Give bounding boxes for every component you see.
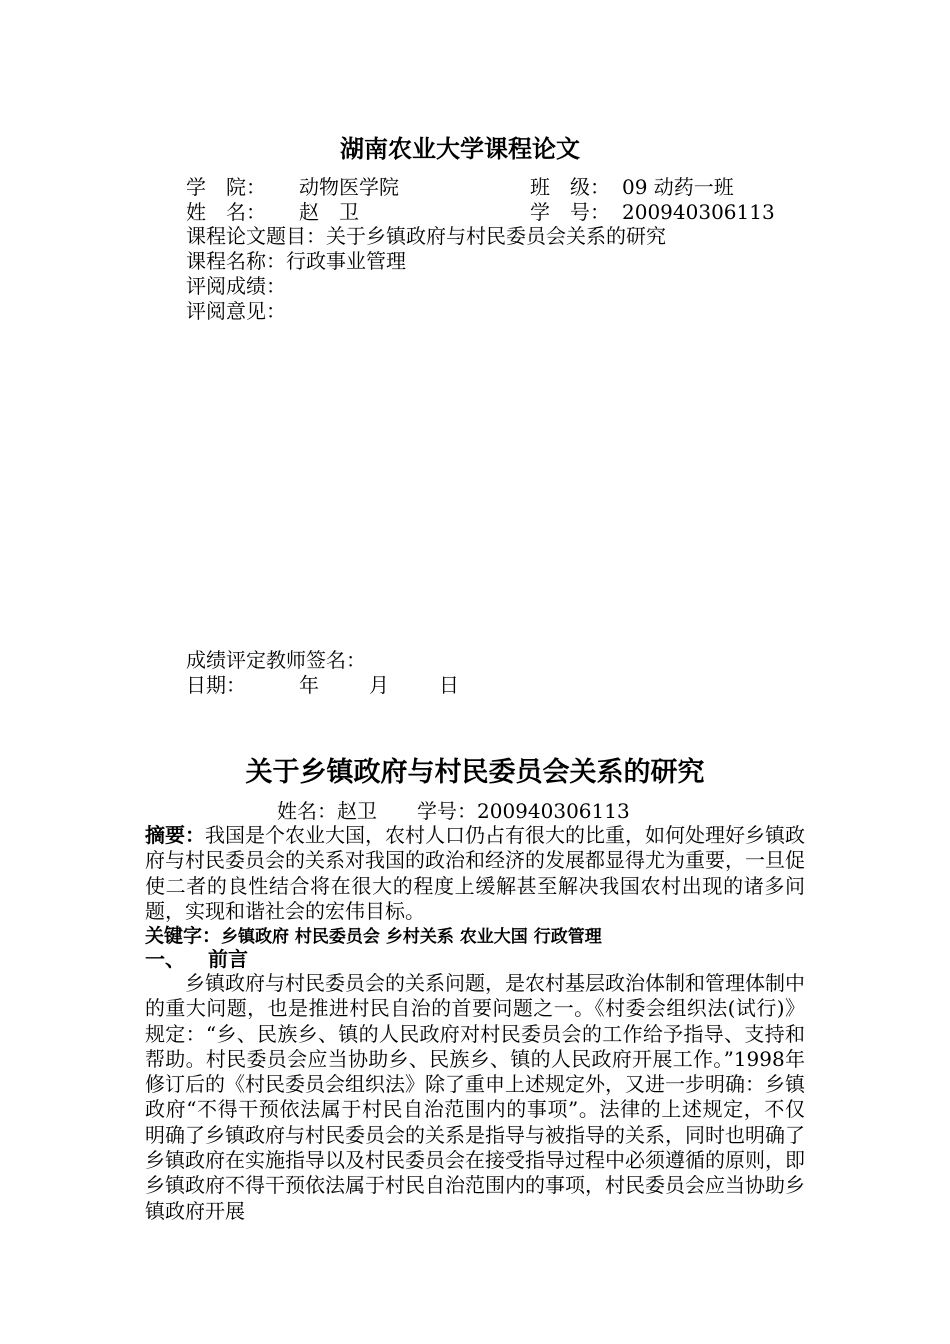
college-label: 学 院： [186, 175, 266, 199]
topic-label: 课程论文题目： [186, 224, 326, 248]
student-id-value: 200940306113 [622, 200, 775, 224]
college-value: 动物医学院 [299, 175, 399, 199]
teacher-sign-label: 成绩评定教师签名： [186, 648, 366, 672]
class-label: 班 级： [530, 175, 610, 199]
course-value: 行政事业管理 [286, 249, 406, 273]
class-value: 09 动药一班 [622, 175, 734, 199]
section-heading [145, 947, 248, 972]
keywords-label: 关键字： [145, 925, 222, 947]
course-label: 课程名称： [186, 249, 286, 273]
topic-value: 关于乡镇政府与村民委员会关系的研究 [326, 224, 666, 248]
section-paragraph: 乡镇政府与村民委员会的关系问题，是农村基层政治体制和管理体制中的重大问题，也是推进村民自治的首要问题之一。《村委会组织法(试行)》规定：“乡、民族乡、镇的人民政府对村民委员会的工作给予指导、支持和帮助。村民委员会应当协助乡、民族乡、镇的人民政府开展工作。”1998年修订后的《村民委员会组织法》除了重申上述规定外，又进一步明确：乡镇政府“不得干预依法属于村民自治范围内的事项”。法律的上述规定，不仅明确了乡镇政府与村民委员会的关系是指导与被指导的关系，同时也明确了乡镇政府在实施指导以及村民委员会在接受指导过程中必须遵循的原则，即乡镇政府不得干预依法属于村民自治范围内的事项，村民委员会应当协助乡镇政府开展 [145, 971, 805, 1223]
abstract [145, 823, 805, 924]
section-title: 前言 [208, 947, 248, 971]
abstract-label: 摘要： [145, 823, 205, 847]
date-day: 日 [439, 673, 459, 697]
grade-label: 评阅成绩： [186, 274, 286, 298]
topic-line [186, 223, 666, 249]
date-year: 年 [299, 673, 319, 697]
paper-title: 关于乡镇政府与村民委员会关系的研究 [245, 757, 705, 788]
date-label: 日期： [186, 673, 246, 697]
comments-label: 评阅意见： [186, 299, 286, 323]
abstract-text: 我国是个农业大国，农村人口仍占有很大的比重，如何处理好乡镇政府与村民委员会的关系对我国的政治和经济的发展都显得尤为重要，一旦促使二者的良性结合将在很大的程度上缓解甚至解决我国农村出现的诸多问题，实现和谐社会的宏伟目标。 [145, 823, 805, 923]
course-line [186, 248, 406, 274]
cover-title: 湖南农业大学课程论文 [340, 135, 580, 163]
section-number: 一、 [145, 947, 185, 971]
name-label: 姓 名： [186, 200, 266, 224]
author-line: 姓名：赵卫 学号：200940306113 [277, 799, 630, 823]
keywords-line [145, 924, 602, 949]
keywords-text: 乡镇政府 村民委员会 乡村关系 农业大国 行政管理 [221, 927, 602, 947]
date-month: 月 [369, 673, 389, 697]
student-id-label: 学 号： [530, 200, 610, 224]
name-value: 赵 卫 [299, 200, 359, 224]
